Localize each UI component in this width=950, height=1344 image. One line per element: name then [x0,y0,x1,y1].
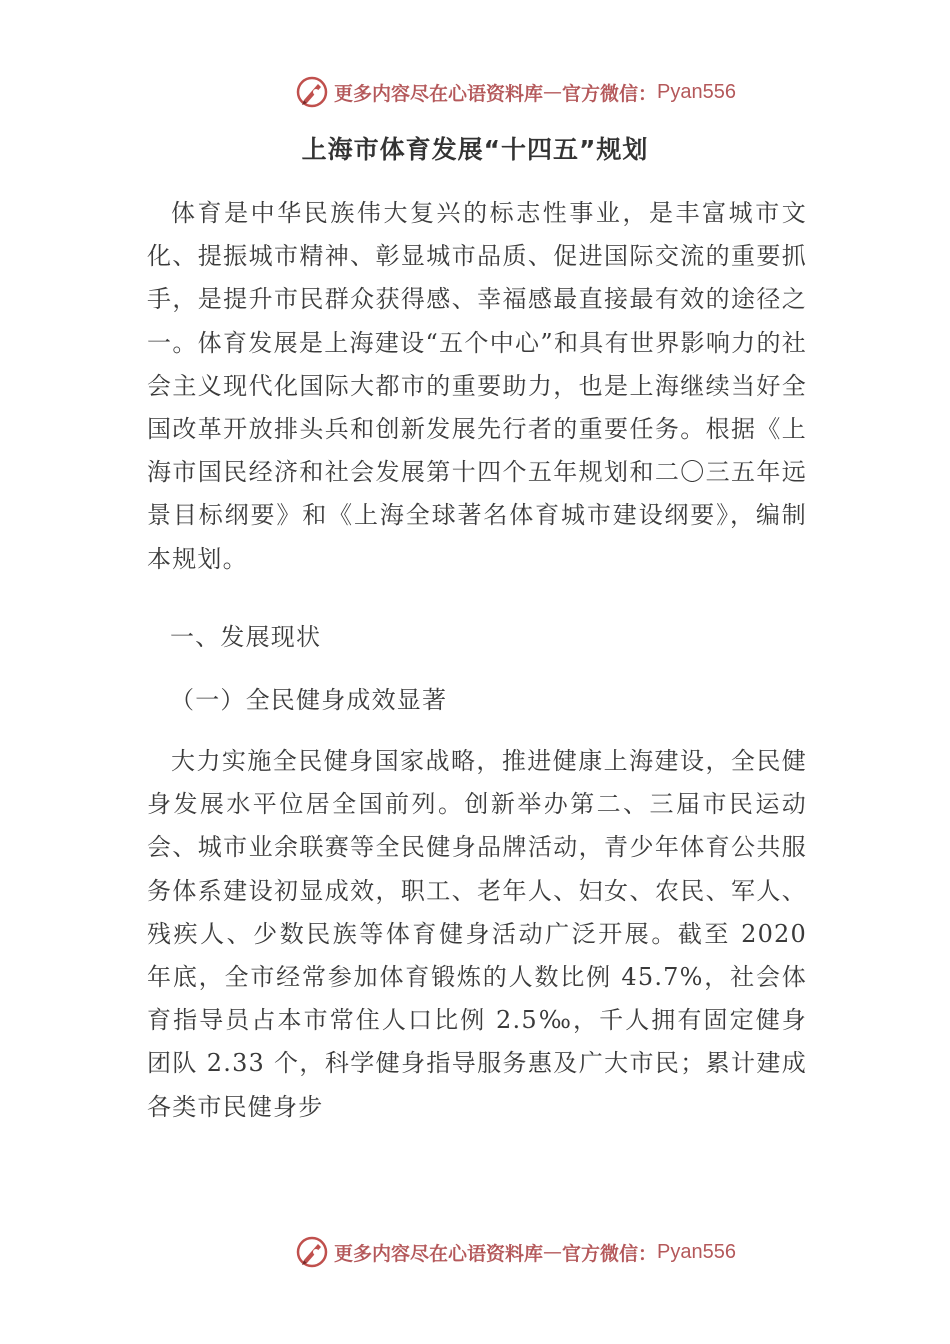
subsection-heading: （一）全民健身成效显著 [170,686,448,714]
watermark-wechat-label: 官方微信： [562,1242,658,1265]
watermark-text: 更多内容尽在心语资料库 [334,82,544,105]
watermark-wechat-label: 官方微信： [562,82,658,105]
intro-paragraph: 体育是中华民族伟大复兴的标志性事业，是丰富城市文化、提振城市精神、彰显城市品质、促进国际交流的重要抓手，是提升市民群众获得感、幸福感最直接最有效的途径之一。体育发展是上海建设“五个中心”和具有世界影响力的社会主义现代化国际大都市的重要助力，也是上海继续当好全国改革开放排头兵和创新发展先行者的重要任务。根据《上海市国民经济和社会发展第十四个五年规划和二〇三五年远景目标纲要》和《上海全球著名体育城市建设纲要》，编制本规划。 [147,199,807,573]
watermark-separator: — [543,1241,563,1263]
section-heading: 一、发展现状 [170,623,322,651]
watermark-wechat-id: Pyan556 [657,80,736,103]
watermark-text: 更多内容尽在心语资料库 [334,1242,544,1265]
pen-logo-icon [296,76,328,108]
watermark-header [296,74,736,110]
document-title: 上海市体育发展“十四五”规划 [301,135,649,164]
pen-logo-icon [296,1236,328,1268]
watermark-separator: — [543,81,563,103]
watermark-footer [296,1234,736,1270]
watermark-wechat-id: Pyan556 [657,1240,736,1263]
subsection-paragraph: 大力实施全民健身国家战略，推进健康上海建设，全民健身发展水平位居全国前列。创新举办第二、三届市民运动会、城市业余联赛等全民健身品牌活动，青少年体育公共服务体系建设初显成效，职工、老年人、妇女、农民、军人、残疾人、少数民族等体育健身活动广泛开展。截至 2020 年底，全市经常参加体育锻炼的人数比例 45.7%，社会体育指导员占本市常住人口比例 2.5‰，千人拥有固定健身团队 2.33 个，科学健身指导服务惠及广大市民；累计建成各类市民健身步 [147,747,807,1121]
